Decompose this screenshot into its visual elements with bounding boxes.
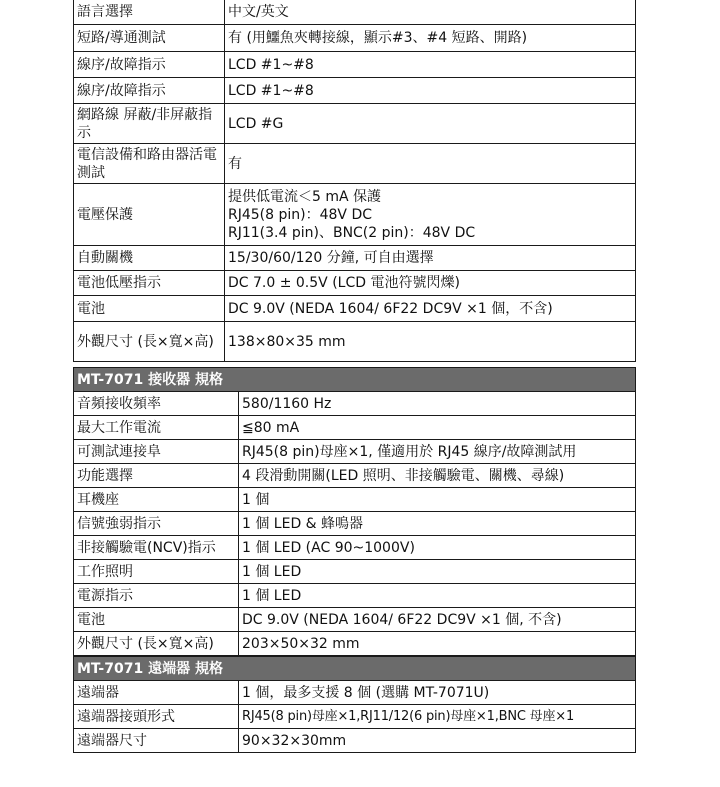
table-row	[74, 184, 636, 246]
spec-value: 1 個 LED & 蜂鳴器	[239, 512, 636, 536]
spec-label: 信號強弱指示	[74, 512, 239, 536]
spec-label: 音頻接收頻率	[74, 392, 239, 416]
spec-value: 1 個	[239, 488, 636, 512]
spec-value: 4 段滑動開關(LED 照明、非接觸驗電、關機、尋線)	[239, 464, 636, 488]
table-row	[74, 144, 636, 184]
table-row	[74, 392, 636, 416]
spec-label: 電壓保護	[74, 184, 225, 246]
table-row	[74, 632, 636, 656]
table-row	[74, 608, 636, 632]
spec-value: RJ45(8 pin)母座×1,RJ11/12(6 pin)母座×1,BNC 母座×1	[239, 705, 636, 729]
spec-label: 遠端器接頭形式	[74, 705, 239, 729]
spec-label: 自動關機	[74, 246, 225, 271]
table-row	[74, 52, 636, 78]
table-row	[74, 78, 636, 104]
table-row	[74, 440, 636, 464]
spec-label: 遠端器	[74, 681, 239, 705]
table-row	[74, 584, 636, 608]
spec-value: RJ45(8 pin)母座×1, 僅適用於 RJ45 線序/故障測試用	[239, 440, 636, 464]
spec-label: 工作照明	[74, 560, 239, 584]
spec-label: 短路/導通測試	[74, 25, 225, 52]
table-row	[74, 104, 636, 144]
spec-value: DC 9.0V (NEDA 1604/ 6F22 DC9V ×1 個，不含)	[225, 296, 636, 322]
spec-value-line: RJ45(8 pin)：48V DC	[228, 206, 372, 223]
spec-value: 90×32×30mm	[239, 729, 636, 753]
spec-value: ≦80 mA	[239, 416, 636, 440]
spec-value	[225, 184, 636, 246]
section-header-remote	[74, 657, 636, 681]
tester-spec-table	[73, 0, 636, 362]
spec-label: 耳機座	[74, 488, 239, 512]
table-row	[74, 0, 636, 25]
table-row	[74, 296, 636, 322]
spec-label: 遠端器尺寸	[74, 729, 239, 753]
table-row	[74, 512, 636, 536]
spec-label: 外觀尺寸 (長×寬×高)	[74, 632, 239, 656]
spec-label: 網路線 屏蔽/非屏蔽指示	[74, 104, 225, 144]
remote-spec-table	[73, 656, 636, 753]
spec-label: 可測試連接阜	[74, 440, 239, 464]
table-row	[74, 681, 636, 705]
receiver-spec-table	[73, 367, 636, 656]
spec-label: 電池低壓指示	[74, 271, 225, 296]
spec-value: 138×80×35 mm	[225, 322, 636, 362]
section-header-receiver	[74, 368, 636, 392]
table-row	[74, 416, 636, 440]
spec-label: 功能選擇	[74, 464, 239, 488]
spec-value: LCD #1~#8	[225, 78, 636, 104]
spec-value: DC 9.0V (NEDA 1604/ 6F22 DC9V ×1 個, 不含)	[239, 608, 636, 632]
spec-value-line: 提供低電流＜5 mA 保護	[228, 188, 382, 205]
section-title: MT-7071 遠端器 規格	[74, 657, 636, 681]
table-row	[74, 322, 636, 362]
spec-value: 203×50×32 mm	[239, 632, 636, 656]
section-title: MT-7071 接收器 規格	[74, 368, 636, 392]
spec-value: DC 7.0 ± 0.5V (LCD 電池符號閃爍)	[225, 271, 636, 296]
spec-label: 外觀尺寸 (長×寬×高)	[74, 322, 225, 362]
spec-value: LCD #1~#8	[225, 52, 636, 78]
spec-value: 580/1160 Hz	[239, 392, 636, 416]
spec-value: 15/30/60/120 分鐘, 可自由選擇	[225, 246, 636, 271]
table-row	[74, 729, 636, 753]
spec-label: 電池	[74, 296, 225, 322]
spec-label: 線序/故障指示	[74, 78, 225, 104]
table-row	[74, 25, 636, 52]
spec-label: 非接觸驗電(NCV)指示	[74, 536, 239, 560]
spec-label: 電池	[74, 608, 239, 632]
table-row	[74, 488, 636, 512]
spec-label: 電源指示	[74, 584, 239, 608]
spec-value: 有	[225, 144, 636, 184]
table-row	[74, 560, 636, 584]
spec-label: 語言選擇	[74, 0, 225, 25]
spec-value: LCD #G	[225, 104, 636, 144]
spec-value: 1 個 LED (AC 90~1000V)	[239, 536, 636, 560]
table-row	[74, 705, 636, 729]
spec-value: 1 個 LED	[239, 584, 636, 608]
spec-label: 電信設備和路由器活電測試	[74, 144, 225, 184]
spec-value: 1 個，最多支援 8 個 (選購 MT-7071U)	[239, 681, 636, 705]
table-row	[74, 536, 636, 560]
spec-label: 線序/故障指示	[74, 52, 225, 78]
spec-value: 中文/英文	[225, 0, 636, 25]
table-row	[74, 246, 636, 271]
table-row	[74, 271, 636, 296]
spec-value: 有 (用鱷魚夾轉接線，顯示#3、#4 短路、開路)	[225, 25, 636, 52]
table-row	[74, 464, 636, 488]
spec-label: 最大工作電流	[74, 416, 239, 440]
spec-value: 1 個 LED	[239, 560, 636, 584]
spec-value-line: RJ11(3.4 pin)、BNC(2 pin)：48V DC	[228, 224, 476, 241]
